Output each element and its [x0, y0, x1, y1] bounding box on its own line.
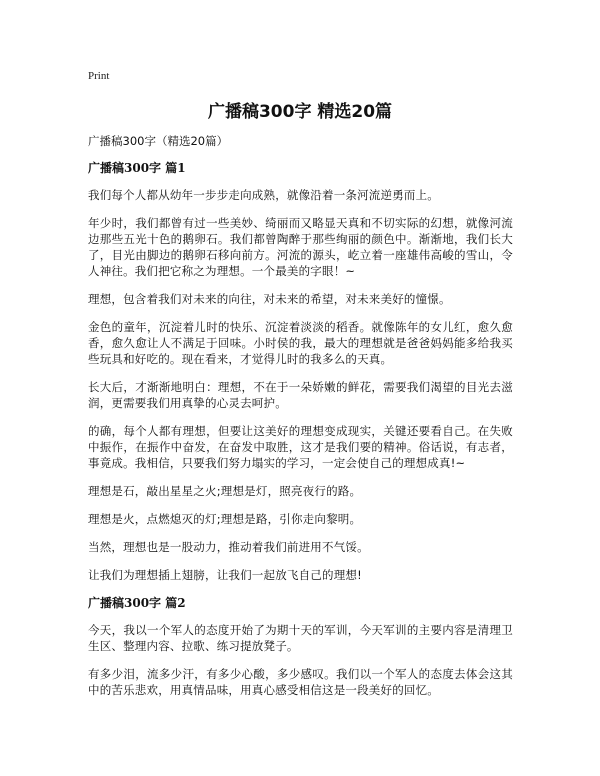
article-body: [88, 133, 513, 710]
paragraph: 长大后，才渐渐地明白：理想，不在于一朵娇嫩的鲜花，需要我们渴望的目光去滋润，更需要我们用真挚的心灵去呵护。: [88, 380, 513, 410]
section-heading: 广播稿300字 篇1: [88, 161, 186, 175]
paragraph: 我们每个人都从幼年一步步走向成熟，就像沿着一条河流逆勇而上。: [88, 188, 439, 202]
paragraph: 有多少泪，流多少汗，有多少心酸，多少感叹。我们以一个军人的态度去体会这其中的苦乐悲欢，用真情品味，用真心感受相信这是一段美好的回忆。: [88, 667, 513, 697]
paragraph: 今天，我以一个军人的态度开始了为期十天的军训，今天军训的主要内容是清理卫生区、整理内容、拉歌、练习提放凳子。: [88, 623, 513, 653]
paragraph: 当然，理想也是一股动力，推动着我们前进用不气馁。: [88, 540, 369, 554]
paragraph: 年少时，我们都曾有过一些美妙、绮丽而又略显天真和不切实际的幻想，就像河流边那些五光十色的鹅卵石。我们都曾陶醉于那些绚丽的颜色中。渐渐地，我们长大了，目光由脚边的鹅卵石移向前方。河流的源头，屹立着一座雄伟高峻的雪山，令人神往。我们把它称之为理想。一个最美的字眼！~: [88, 216, 513, 278]
section-2: [88, 595, 513, 698]
paragraph: 理想是火，点燃熄灭的灯;理想是路，引你走向黎明。: [88, 512, 362, 526]
paragraph: 理想，包含着我们对未来的向往，对未来的希望，对未来美好的憧憬。: [88, 292, 451, 306]
paragraph: 让我们为理想插上翅膀，让我们一起放飞自己的理想!: [88, 568, 362, 582]
article-subtitle: 广播稿300字（精选20篇）: [88, 134, 229, 148]
paragraph: 的确，每个人都有理想，但要让这美好的理想变成现实，关键还要看自己。在失败中振作，在振作中奋发，在奋发中取胜，这才是我们要的精神。俗话说，有志者，事竟成。我相信，只要我们努力塌实的学习，一定会使自己的理想成真!~: [88, 424, 513, 470]
section-heading: 广播稿300字 篇2: [88, 596, 186, 610]
section-1: [88, 160, 513, 583]
page-title: 广播稿300字 精选20篇: [207, 102, 393, 122]
print-link[interactable]: Print: [88, 70, 110, 82]
paragraph: 理想是石，敲出星星之火;理想是灯，照亮夜行的路。: [88, 484, 362, 498]
paragraph: 金色的童年，沉淀着儿时的快乐、沉淀着淡淡的稻香。就像陈年的女儿红，愈久愈香，愈久愈让人不满足于回味。小时侯的我，最大的理想就是爸爸妈妈能多给我买些玩具和好吃的。现在看来，才觉得儿时的我多么的天真。: [88, 320, 513, 366]
